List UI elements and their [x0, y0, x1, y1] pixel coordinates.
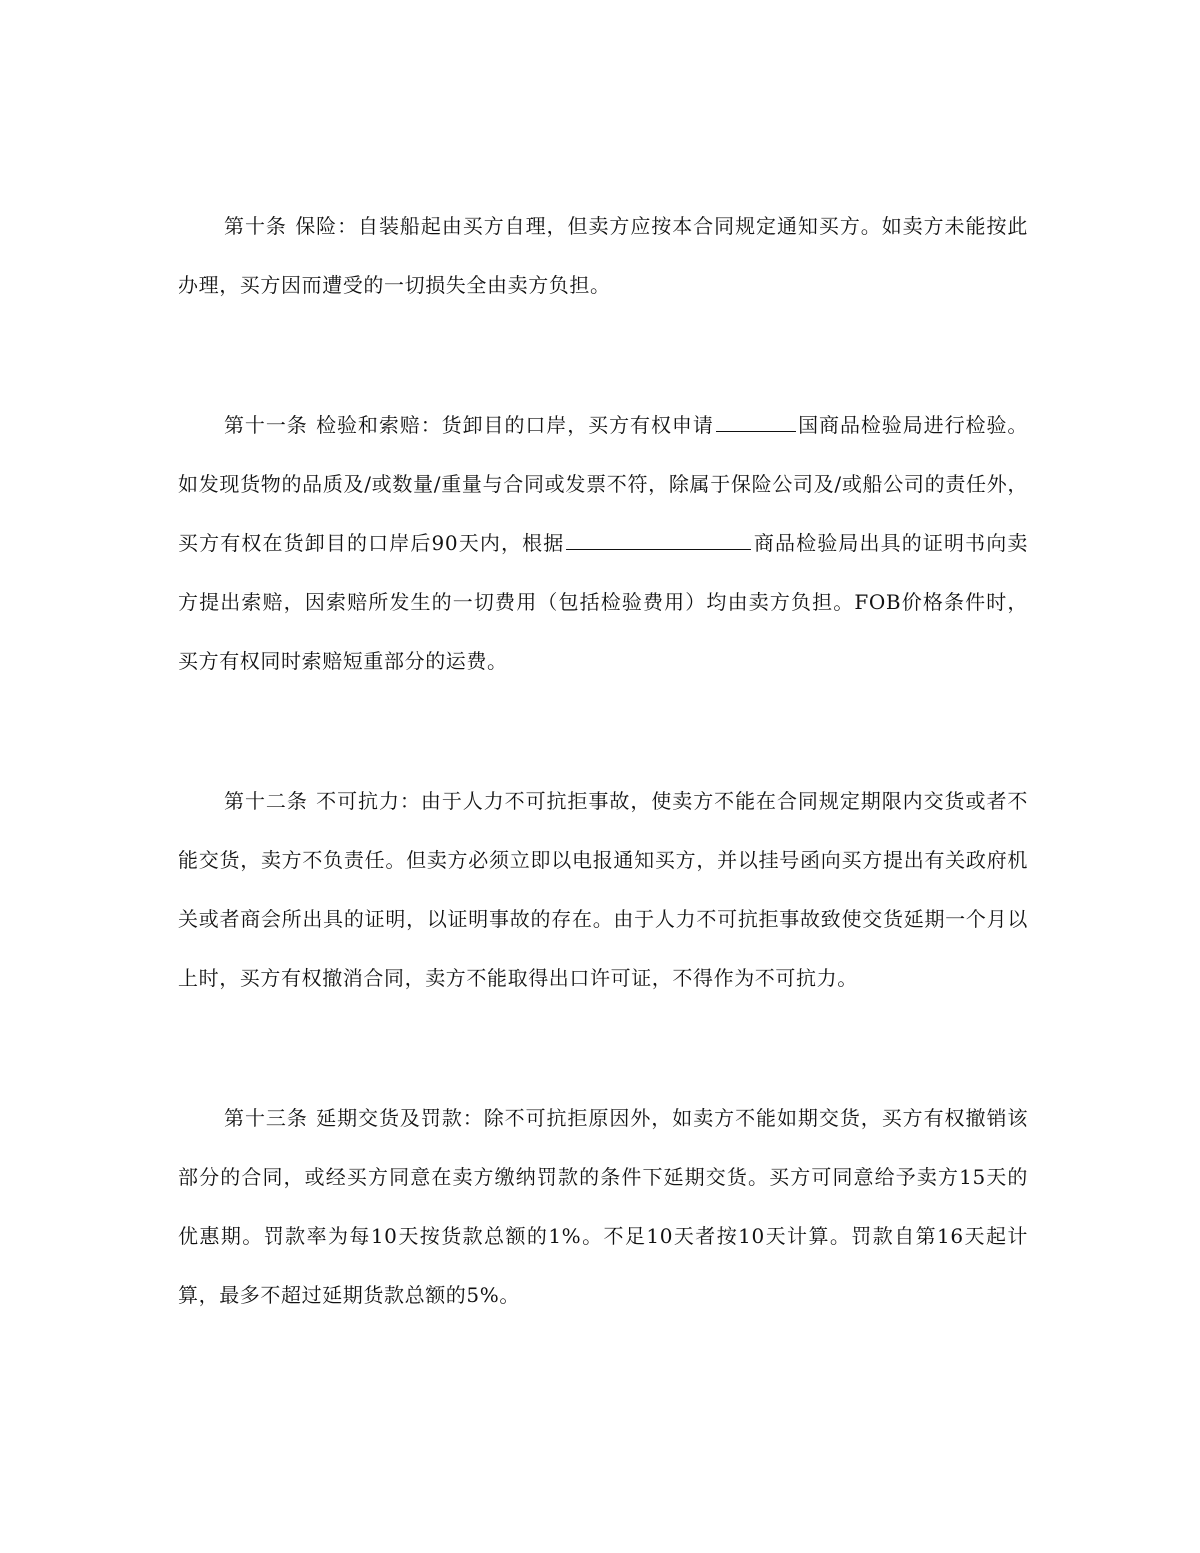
article-12	[178, 772, 1028, 1008]
article-heading: 第十三条	[224, 1106, 308, 1130]
fill-in-blank	[566, 527, 751, 550]
article-heading: 第十一条	[224, 413, 308, 437]
article-text: 国商品检验局进行检验。如发现货物的品质及/或数量/重量与合同或发票不符，除属于保险公司及/或船公司的责任外，买方有权在货卸目的口岸后90天内，根据	[178, 413, 1028, 555]
fill-in-blank	[716, 409, 796, 432]
article-text: 不可抗力：由于人力不可抗拒事故，使卖方不能在合同规定期限内交货或者不能交货，卖方不负责任。但卖方必须立即以电报通知买方，并以挂号函向买方提出有关政府机关或者商会所出具的证明，以证明事故的存在。由于人力不可抗拒事故致使交货延期一个月以上时，买方有权撤消合同，卖方不能取得出口许可证，不得作为不可抗力。	[178, 789, 1028, 990]
article-text: 商品检验局出具的证明书向卖方提出索赔，因索赔所发生的一切费用（包括检验费用）均由卖方负担。FOB价格条件时，买方有权同时索赔短重部分的运费。	[178, 531, 1028, 673]
article-text: 检验和索赔：货卸目的口岸，买方有权申请	[315, 413, 714, 437]
article-heading: 第十条	[224, 214, 287, 238]
document-page	[178, 197, 1028, 1325]
article-heading: 第十二条	[224, 789, 308, 813]
article-13	[178, 1089, 1028, 1325]
article-10	[178, 197, 1028, 315]
article-text: 保险：自装船起由买方自理，但卖方应按本合同规定通知买方。如卖方未能按此办理，买方因而遭受的一切损失全由卖方负担。	[178, 214, 1028, 297]
article-11	[178, 396, 1028, 691]
article-text: 延期交货及罚款：除不可抗拒原因外，如卖方不能如期交货，买方有权撤销该部分的合同，或经买方同意在卖方缴纳罚款的条件下延期交货。买方可同意给予卖方15天的优惠期。罚款率为每10天按货款总额的1%。不足10天者按10天计算。罚款自第16天起计算，最多不超过延期货款总额的5%。	[178, 1106, 1028, 1307]
